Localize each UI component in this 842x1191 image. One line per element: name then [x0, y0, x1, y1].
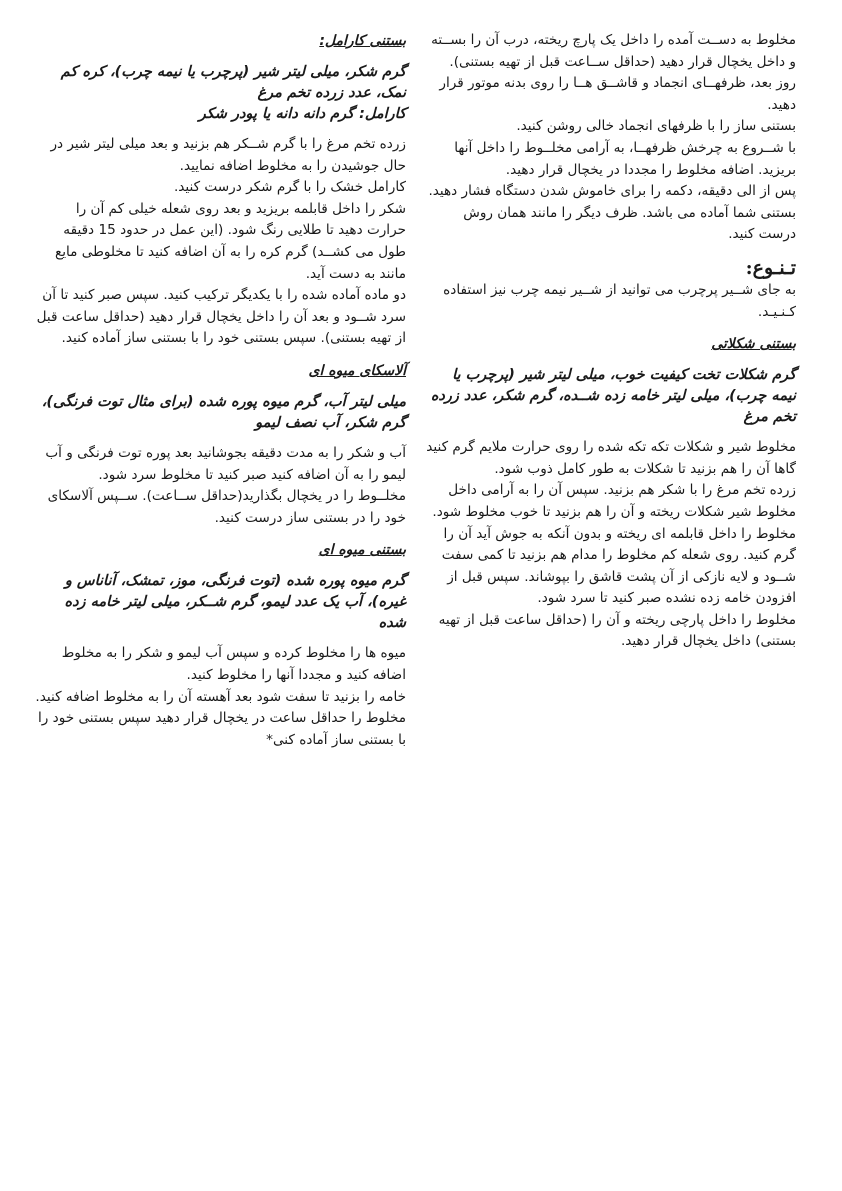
chocolate-step-3: مخلوط را داخل قابلمه ای ریخته و بدون آنکه به جوش آید آن را گرم کنید. روی شعله کم مخلوط را مدام هم بزنید تا کمی سفت شــود و لایه نازکی از آن پشت قاشق را بپوشاند. سپس قبل از افزودن خامه زده نشده صبر کنید تا سرد شود. — [441, 525, 796, 607]
chocolate-step-4: مخلوط را داخل پارچی ریخته و آن را (حداقل ساعت قبل از تهیه بستنی) داخل یخچال قرار دهید. — [438, 611, 796, 650]
fruit-slush-title: آلاسکای میوه ای — [308, 362, 406, 379]
caramel-ingredients: گرم شکر، میلی لیتر شیر (پرچرب یا نیمه چرب)، کره کم نمک، عدد زرده تخم مرغ — [60, 64, 406, 101]
variation-text: به جای شــیر پرچرب می توانید از شــیر نیمه چرب نیز استفاده کـنـیـد. — [443, 281, 796, 320]
fruit-ingredients: گرم میوه پوره شده (توت فرنگی، موز، تمشک، آناناس و غیره)، آب یک عدد لیمو، گرم شــکر، میلی لیتر خامه زده شده — [64, 573, 406, 632]
left-column — [34, 30, 406, 751]
chocolate-ingredients: گرم شکلات تخت کیفیت خوب، میلی لیتر شیر (پرچرب یا نیمه چرب)، میلی لیتر خامه زده شــده، گرم شکر، عدد زرده تخم مرغ — [430, 367, 796, 426]
fruit-step-2: خامه را بزنید تا سفت شود بعد آهسته آن را به مخلوط اضافه کنید. — [35, 688, 406, 705]
fruit-slush-ingredients: میلی لیتر آب، گرم میوه پوره شده (برای مثال توت فرنگی)، گرم شکر، آب نصف لیمو — [41, 393, 406, 431]
variation-title: تـنـوع: — [745, 256, 796, 279]
caramel-ingredients-caramel: کارامل: گرم دانه دانه یا پودر شکر — [198, 106, 406, 122]
intro-paragraph-1: مخلوط به دســت آمده را داخل یک پارچ ریخته، درب آن را بســته و داخل یخچال قرار دهید (حداقل ســاعت قبل از تهیه بستنی). — [431, 32, 796, 70]
fruit-step-3: مخلوط را حداقل ساعت در یخچال قرار دهید سپس بستنی خود را با بستنی ساز آماده کنی* — [38, 710, 406, 748]
chocolate-step-2: زرده تخم مرغ را با شکر هم بزنید. سپس آن را به آرامی داخل مخلوط شیر شکلات ریخته و آن را هم بزنید تا خوب مخلوط شود. — [432, 482, 796, 520]
chocolate-title: بستنی شکلاتی — [711, 336, 796, 353]
right-column — [424, 30, 796, 653]
fruit-step-1: میوه ها را مخلوط کرده و سپس آب لیمو و شکر را به مخلوط اضافه کنید و مجددا آنها را مخلوط کنید. — [61, 645, 406, 683]
caramel-step-2: کارامل خشک را با گرم شکر درست کنید. — [173, 179, 406, 196]
caramel-title: بستنی کارامل: — [319, 33, 406, 49]
caramel-step-1: زرده تخم مرغ را با گرم شــکر هم بزنید و بعد میلی لیتر شیر در حال جوشیدن را به مخلوط اضافه نمایید. — [50, 136, 406, 174]
fruit-slush-step-1: آب و شکر را به مدت دقیقه بجوشانید بعد پوره توت فرنگی و آب لیمو را به آن اضافه کنید صبر کنید تا مخلوط سرد شود. — [45, 444, 406, 483]
fruit-slush-step-2: مخلــوط را در یخچال بگذارید(حداقل ســاعت). ســپس آلاسکای خود را در بستنی ساز درست کنید. — [47, 488, 406, 526]
intro-paragraph-3: بستنی ساز را با ظرفهای انجماد خالی روشن کنید. — [516, 118, 796, 135]
fruit-title: بستنی میوه ای — [318, 542, 406, 559]
intro-paragraph-4: با شــروع به چرخش ظرفهــا، به آرامی مخلــوط را داخل آنها بریزید. اضافه مخلوط را مجددا در یخچال قرار دهید. — [454, 139, 796, 178]
caramel-step-4: دو ماده آماده شده را با یکدیگر ترکیب کنید. سپس صبر کنید تا آن سرد شــود و بعد آن را داخل یخچال قرار دهید (حداقل ساعت قبل از تهیه بستنی). سپس بستنی خود را با بستنی ساز آماده کنید. — [36, 287, 406, 347]
caramel-step-3: شکر را داخل قابلمه بریزید و بعد روی شعله خیلی کم آن را حرارت دهید تا طلایی رنگ شود. (این عمل در حدود 15 دقیقه طول می کشــد) گرم کره را به آن اضافه کنید تا مخلوطی مایع مانند به دست آید. — [55, 200, 406, 282]
intro-paragraph-2: روز بعد، ظرفهــای انجماد و قاشــق هــا را روی بدنه موتور قرار دهید. — [439, 75, 796, 113]
chocolate-step-1: مخلوط شیر و شکلات تکه تکه شده را روی حرارت ملایم گرم کنید گاها آن را هم بزنید تا شکلات به طور کامل ذوب شود. — [426, 439, 796, 477]
intro-paragraph-5: پس از الی دقیقه، دکمه را برای خاموش شدن دستگاه فشار دهید. بستنی شما آماده می باشد. ظرف دیگر را مانند همان روش درست کنید. — [428, 183, 796, 243]
